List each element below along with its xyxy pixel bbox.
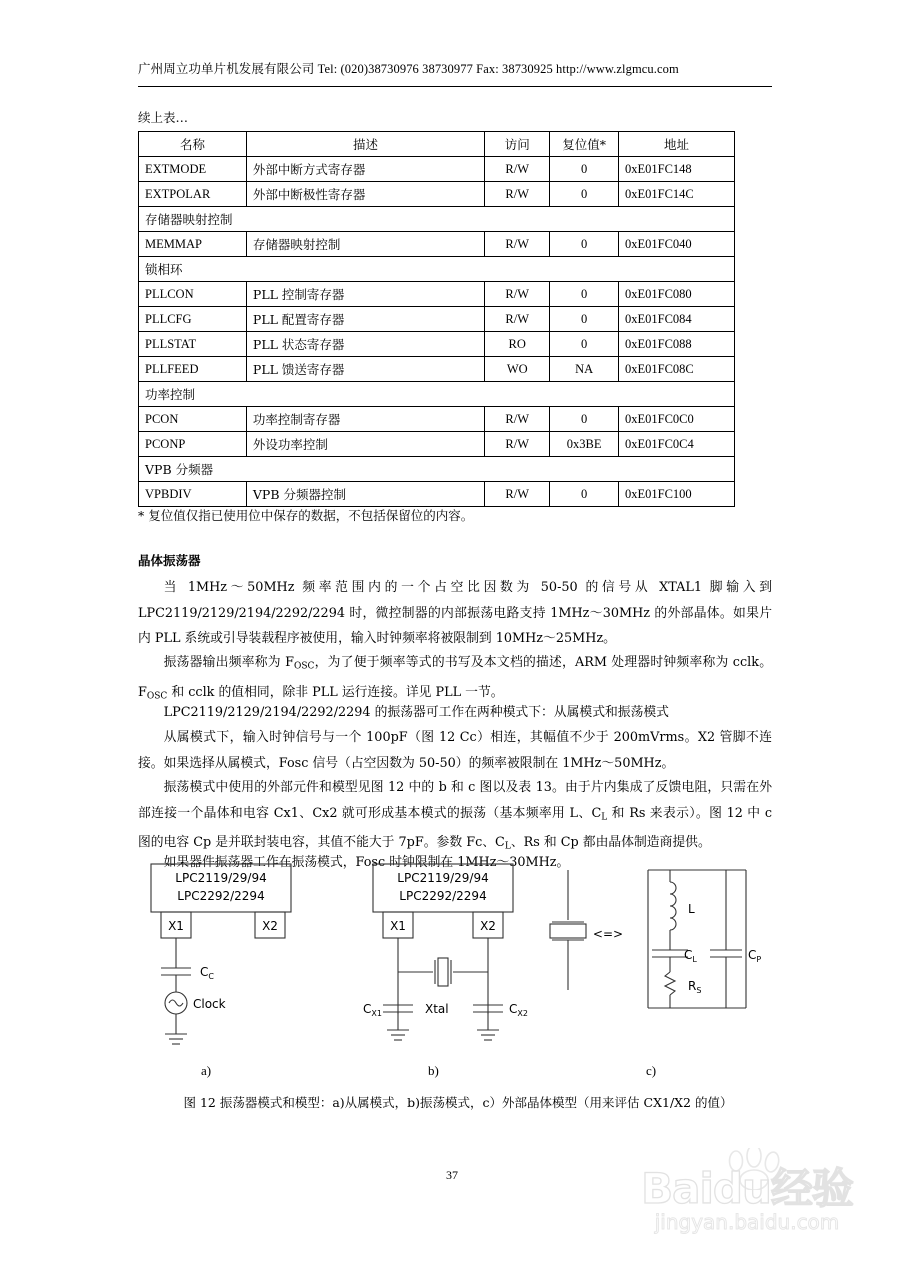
cell-desc: 外部中断方式寄存器 [246, 157, 484, 182]
chip-label-line2-a: LPC2292/2294 [177, 889, 265, 903]
table-row [139, 182, 735, 207]
cell-name: MEMMAP [139, 232, 247, 257]
pin-label-x2-a: X2 [262, 919, 278, 933]
cell-name: PCON [139, 407, 247, 432]
column-header-reset: 复位值* [550, 132, 619, 157]
label-capacitor-CL: $C_L$ [684, 948, 697, 964]
cell-reset: 0 [550, 332, 619, 357]
column-header-desc: 描述 [246, 132, 484, 157]
table-row [139, 357, 735, 382]
cell-name: PLLSTAT [139, 332, 247, 357]
cell-group-title: 锁相环 [139, 257, 735, 282]
cell-reset: 0 [550, 157, 619, 182]
cell-group-title: VPB 分频器 [139, 457, 735, 482]
figure-c-crystal-model [538, 862, 778, 1062]
paragraph-3 [138, 700, 772, 726]
header-contact: Tel: (020)38730976 38730977 Fax: 38730925 http://www.zlgmcu.com [317, 62, 679, 76]
xtal-body [438, 958, 448, 986]
cell-group-title: 功率控制 [139, 382, 735, 407]
table-row [139, 432, 735, 457]
cell-address: 0xE01FC100 [618, 482, 734, 507]
cell-name: VPBDIV [139, 482, 247, 507]
cell-reset: 0 [550, 182, 619, 207]
register-table [138, 131, 735, 507]
header-text [138, 60, 772, 78]
label-equivalence: <=> [592, 927, 624, 941]
cell-address: 0xE01FC080 [618, 282, 734, 307]
cell-desc: 外部中断极性寄存器 [246, 182, 484, 207]
cell-access: R/W [485, 407, 550, 432]
pin-label-x2-b: X2 [480, 919, 496, 933]
para2-subscript-1: OSC [293, 661, 315, 672]
table-row [139, 282, 735, 307]
pin-label-x1-a: X1 [168, 919, 184, 933]
para2-part-c: 和 cclk 的值相同，除非 PLL 运行连接。详见 PLL 一节。 [167, 684, 504, 700]
table-footnote: * 复位值仅指已使用位中保存的数据，不包括保留位的内容。 [138, 508, 474, 523]
page-number: 37 [446, 1168, 458, 1182]
table-row [139, 482, 735, 507]
pin-label-x1-b: X1 [390, 919, 406, 933]
paragraph-text [138, 775, 772, 860]
cell-reset: 0 [550, 232, 619, 257]
table-body [139, 157, 735, 507]
cell-desc: PLL 配置寄存器 [246, 307, 484, 332]
column-header-address: 地址 [618, 132, 734, 157]
paragraph-4 [138, 725, 772, 776]
column-header-access: 访问 [485, 132, 550, 157]
sine-wave-icon [169, 1000, 183, 1006]
para5-part-c: 、Rs 和 Cp 都由晶体制造商提供。 [510, 835, 711, 851]
figure-caption-text: 图 12 振荡器模式和模型：a)从属模式，b)振荡模式，c）外部晶体模型（用来评估 CX1/X2 的值） [183, 1095, 733, 1110]
cell-name: EXTMODE [139, 157, 247, 182]
table-row [139, 157, 735, 182]
cell-access: R/W [485, 482, 550, 507]
cell-address: 0xE01FC14C [618, 182, 734, 207]
table-header [139, 132, 735, 157]
figure-caption [138, 1093, 778, 1111]
figure-letter-b: b) [428, 1063, 439, 1078]
figure-letter-a: a) [201, 1063, 212, 1078]
table-group-row [139, 382, 735, 407]
cell-access: R/W [485, 282, 550, 307]
para2-part-b: ，为了便于频率等式的书写及本文档的描述，ARM 处理器时钟频率称为 cclk。F [138, 655, 773, 700]
cell-access: R/W [485, 432, 550, 457]
para5-part-b: 和 Rs 来表示）。图 12 中 c 图的电容 Cp 是并联封装电容，其值不能大于 7pF。参数 Fc、C [138, 805, 772, 851]
paragraph-text: 当 1MHz～50MHz 频率范围内的一个占空比因数为 50-50 的信号从 XTAL1 脚输入到 LPC2119/2129/2194/2292/2294 时，微控制器的内部振荡电路支持 1MHz～30MHz 的外部晶体。如果片内 PLL 系统或引导装载程序被使用，输入时钟频率将被限制到 10MHz～25MHz。 [138, 580, 772, 646]
cell-desc: VPB 分频器控制 [246, 482, 484, 507]
cell-desc: PLL 控制寄存器 [246, 282, 484, 307]
paragraph-5 [138, 775, 772, 860]
cell-name: PLLCON [139, 282, 247, 307]
resistor-Rs-zigzag [665, 972, 675, 995]
header-divider [138, 86, 772, 87]
cell-desc: PLL 馈送寄存器 [246, 357, 484, 382]
para2-subscript-2: OSC [146, 691, 168, 701]
cell-reset: NA [550, 357, 619, 382]
header-company: 广州周立功单片机发展有限公司 [138, 61, 315, 76]
cell-name: EXTPOLAR [139, 182, 247, 207]
chip-label-line2-b: LPC2292/2294 [399, 889, 487, 903]
table-continued-label: 续上表… [138, 110, 189, 125]
cell-group-title: 存储器映射控制 [139, 207, 735, 232]
cell-access: RO [485, 332, 550, 357]
table-group-row [139, 457, 735, 482]
cell-address: 0xE01FC040 [618, 232, 734, 257]
figure-a-slave-mode [143, 862, 348, 1062]
paragraph-1 [138, 575, 772, 652]
cell-address: 0xE01FC08C [618, 357, 734, 382]
baidu-jingyan-watermark [612, 1148, 882, 1248]
table-row [139, 332, 735, 357]
label-xtal: Xtal [425, 1002, 449, 1016]
para5-subscript-2: L [504, 841, 511, 852]
inductor-L-coil [670, 882, 676, 930]
paragraph-text: 从属模式下，输入时钟信号与一个 100pF（图 12 Cc）相连，其幅值不少于 200mVrms。X2 管脚不连接。如果选择从属模式，Fosc 信号（占空因数为 50-50）的频率被限制在 1MHz～50MHz。 [138, 730, 772, 771]
cell-access: R/W [485, 232, 550, 257]
para2-part-a: 振荡器输出频率称为 F [163, 655, 294, 670]
cell-reset: 0 [550, 407, 619, 432]
chip-label-line1-b: LPC2119/29/94 [397, 871, 489, 885]
figure-letter-c: c) [646, 1063, 657, 1078]
table-row [139, 232, 735, 257]
cell-desc: 存储器映射控制 [246, 232, 484, 257]
cell-reset: 0x3BE [550, 432, 619, 457]
paragraph-text: LPC2119/2129/2194/2292/2294 的振荡器可工作在两种模式下：从属模式和振荡模式 [163, 705, 669, 720]
cell-address: 0xE01FC088 [618, 332, 734, 357]
cell-access: R/W [485, 157, 550, 182]
cell-address: 0xE01FC148 [618, 157, 734, 182]
section-title: 晶体振荡器 [138, 553, 201, 568]
cell-name: PLLCFG [139, 307, 247, 332]
para5-subscript-1: L [601, 811, 608, 822]
figure-letters [138, 1063, 778, 1085]
watermark-sub-text: jingyan.baidu.com [654, 1210, 840, 1234]
cell-access: WO [485, 357, 550, 382]
table-header-row [139, 132, 735, 157]
label-capacitor-CP: $C_P$ [748, 948, 762, 964]
cell-desc: PLL 状态寄存器 [246, 332, 484, 357]
label-cc: $C_C$ [200, 965, 214, 981]
label-inductor-L: L [688, 902, 695, 916]
label-cx2: $C_{X2}$ [509, 1002, 528, 1018]
para5-part-a: 振荡模式中使用的外部元件和模型见图 12 中的 b 和 c 图以及表 13。由于片内集成了反馈电阻，只需在外部连接一个晶体和电容 Cx1、Cx2 就可形成基本模式的振荡（基本频率用 L、C [138, 780, 772, 821]
column-header-name: 名称 [139, 132, 247, 157]
label-cx1: $C_{X1}$ [363, 1002, 382, 1018]
chip-label-line1-a: LPC2119/29/94 [175, 871, 267, 885]
xtal-body-c [550, 924, 586, 938]
cell-access: R/W [485, 307, 550, 332]
watermark-main-text: Baidu经验 [641, 1164, 853, 1213]
table-row [139, 407, 735, 432]
cell-address: 0xE01FC084 [618, 307, 734, 332]
label-resistor-RS: $R_S$ [688, 979, 702, 995]
table-row [139, 307, 735, 332]
cell-name: PLLFEED [139, 357, 247, 382]
cell-desc: 外设功率控制 [246, 432, 484, 457]
cell-reset: 0 [550, 307, 619, 332]
cell-address: 0xE01FC0C4 [618, 432, 734, 457]
cell-desc: 功率控制寄存器 [246, 407, 484, 432]
figure-b-oscillation-mode [363, 862, 553, 1062]
cell-access: R/W [485, 182, 550, 207]
cell-reset: 0 [550, 282, 619, 307]
page-header [138, 60, 772, 78]
cell-name: PCONP [139, 432, 247, 457]
cell-address: 0xE01FC0C0 [618, 407, 734, 432]
table-group-row [139, 207, 735, 232]
cell-reset: 0 [550, 482, 619, 507]
figure-12 [138, 862, 778, 1062]
label-clock: Clock [193, 997, 226, 1011]
paragraph-text: 如果器件振荡器工作在振荡模式，Fosc 时钟限制在 1MHz～30MHz。 [163, 855, 570, 870]
table-group-row [139, 257, 735, 282]
